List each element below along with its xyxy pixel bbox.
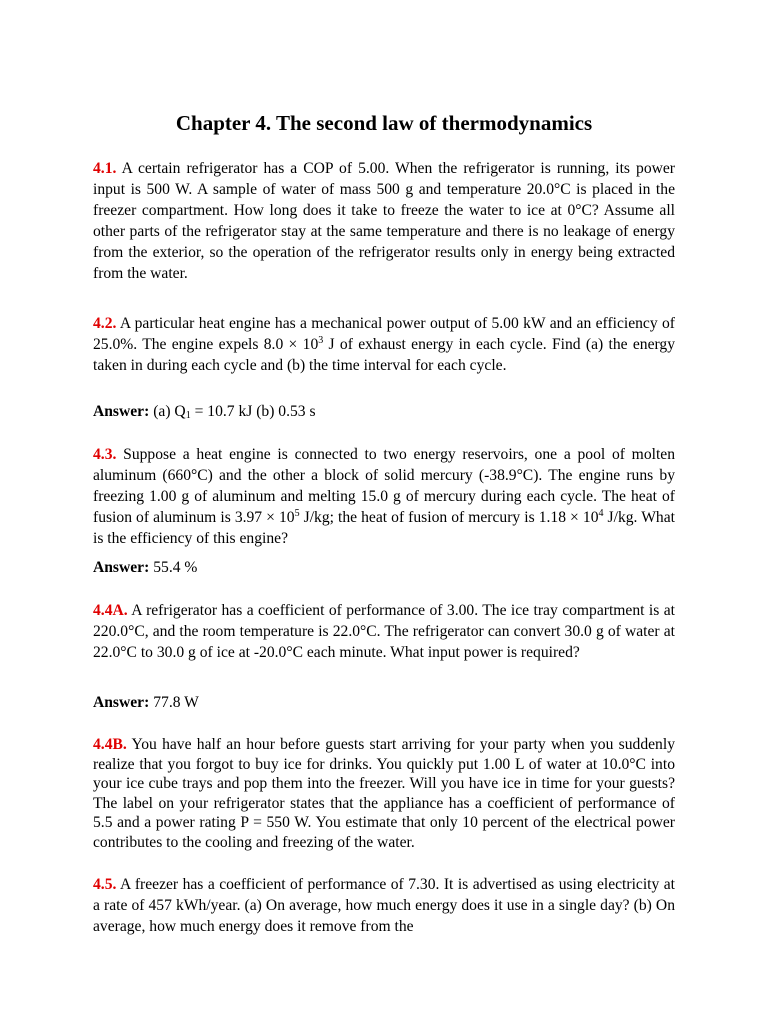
subscript: 1: [185, 410, 191, 421]
answer-label: Answer:: [93, 403, 150, 420]
problem-4-5: [93, 874, 675, 937]
answer-value: 77.8 W: [153, 694, 199, 711]
problem-text-cont: J/kg. What is the efficiency of this engine?: [93, 509, 675, 547]
answer-4-2: [93, 401, 675, 422]
problem-text: A certain refrigerator has a COP of 5.00. When the refrigerator is running, its power input is 500 W. A sample of water of mass 500 g and temperature 20.0°C is placed in the freezer compartment. How long does it take to freeze the water to ice at 0°C? Assume all other parts of the refrigerator stay at the same temperature and there is no leakage of energy from the exterior, so the operation of the refrigerator results only in energy being extracted from the water.: [93, 160, 675, 282]
exponent: 3: [318, 335, 324, 346]
problem-text: A particular heat engine has a mechanical power output of 5.00 kW and an efficiency of 25.0%. The engine expels 8.0 × 10: [93, 315, 675, 353]
chapter-title: Chapter 4. The second law of thermodynamics: [175, 111, 593, 135]
answer-4-4a: [93, 692, 675, 713]
problem-4-4b: [93, 735, 675, 852]
answer-value: 55.4 %: [153, 559, 198, 576]
problem-number: 4.1.: [93, 160, 117, 177]
problem-text: A freezer has a coefficient of performance of 7.30. It is advertised as using electricity at a rate of 457 kWh/year. (a) On average, how much energy does it use in a single day? (b) On average, how much energy does it remove from the: [93, 876, 675, 935]
problem-number: 4.2.: [93, 315, 117, 332]
problem-4-2: [93, 313, 675, 376]
problem-4-3: [93, 444, 675, 549]
problem-number: 4.5.: [93, 876, 117, 893]
problem-text-cont: J/kg; the heat of fusion of mercury is 1.18 × 10: [299, 509, 599, 526]
problem-text: You have half an hour before guests start arriving for your party when you suddenly realize that you forgot to buy ice for drinks. You quickly put 1.00 L of water at 10.0°C into your ice cube trays and pop them into the freezer. Will you have ice in time for your guests? The label on your refrigerator states that the appliance has a coefficient of performance of 5.5 and a power rating P = 550 W. You estimate that only 10 percent of the electrical power contributes to the cooling and freezing of the water.: [93, 736, 675, 851]
exponent: 5: [294, 508, 300, 519]
answer-value-cont: = 10.7 kJ (b) 0.53 s: [190, 403, 316, 420]
problem-text: A refrigerator has a coefficient of performance of 3.00. The ice tray compartment is at 220.0°C, and the room temperature is 22.0°C. The refrigerator can convert 30.0 g of water at 22.0°C to 30.0 g of ice at -20.0°C each minute. What input power is required?: [93, 602, 675, 661]
problem-text: Suppose a heat engine is connected to two energy reservoirs, one a pool of molten aluminum (660°C) and the other a block of solid mercury (-38.9°C). The engine runs by freezing 1.00 g of aluminum and melting 15.0 g of mercury during each cycle. The heat of fusion of aluminum is 3.97 × 10: [93, 446, 675, 526]
problem-number: 4.3.: [93, 446, 117, 463]
exponent: 4: [598, 508, 604, 519]
answer-value: (a) Q: [153, 403, 186, 420]
problem-4-1: [93, 158, 675, 284]
answer-label: Answer:: [93, 559, 150, 576]
problem-4-4a: [93, 600, 675, 663]
answer-label: Answer:: [93, 694, 150, 711]
problem-number: 4.4A.: [93, 602, 128, 619]
problem-number: 4.4B.: [93, 736, 127, 753]
answer-4-3: [93, 557, 675, 578]
problem-text-cont: J of exhaust energy in each cycle. Find (a) the energy taken in during each cycle and (b) the time interval for each cycle.: [93, 336, 675, 374]
